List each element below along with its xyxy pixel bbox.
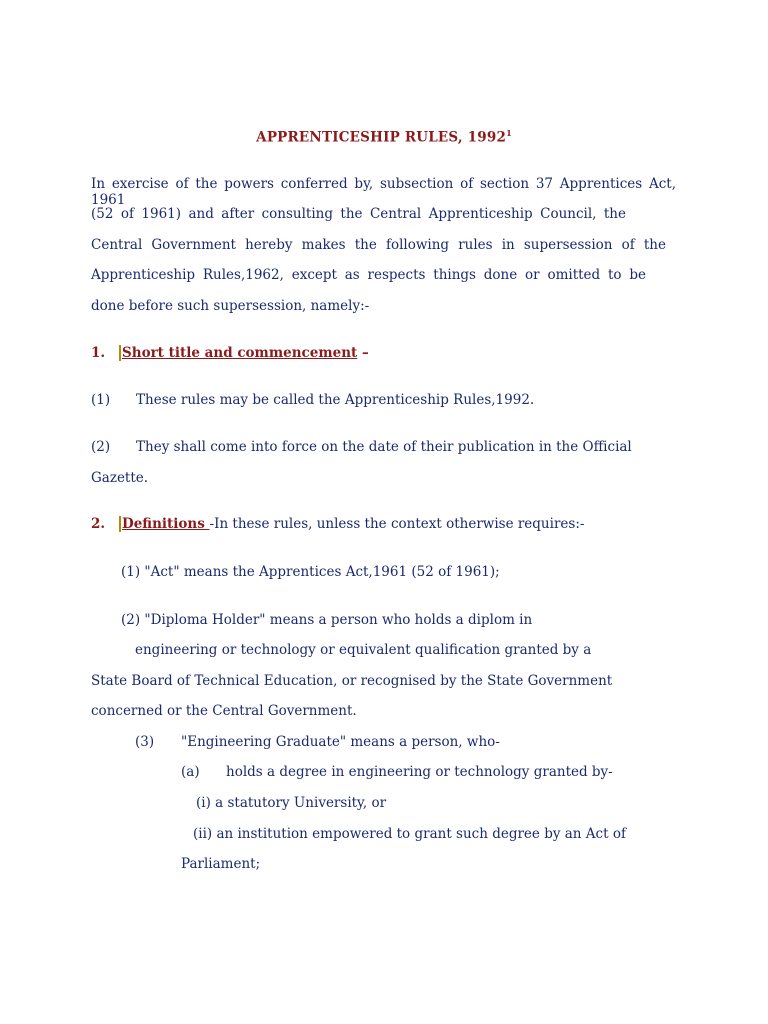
definition-3-sub-a-text: holds a degree in engineering or technology granted by- bbox=[226, 764, 613, 780]
section-1-heading bbox=[91, 345, 369, 361]
section-2-intro: -In these rules, unless the context otherwise requires:- bbox=[209, 516, 585, 532]
definition-2-line-3: State Board of Technical Education, or recognised by the State Government bbox=[91, 673, 613, 689]
definition-3-sub-a-label: (a) bbox=[181, 764, 200, 780]
section-1-title: Short title and commencement bbox=[119, 345, 357, 361]
definition-2-line-4: concerned or the Central Government. bbox=[91, 703, 357, 719]
section-1-item-2-text: They shall come into force on the date of their publication in the Official bbox=[136, 439, 632, 455]
section-2-heading bbox=[91, 516, 584, 532]
definition-3-sub-i: (i) a statutory University, or bbox=[196, 795, 387, 811]
preamble-line-4: Apprenticeship Rules,1962, except as respects things done or omitted to be bbox=[91, 267, 646, 283]
section-1-item-2-continued: Gazette. bbox=[91, 470, 149, 486]
title-footnote-mark: 1 bbox=[506, 128, 512, 138]
definition-2-line-2: engineering or technology or equivalent qualification granted by a bbox=[135, 642, 592, 658]
preamble-line-2: (52 of 1961) and after consulting the Central Apprenticeship Council, the bbox=[91, 206, 626, 222]
preamble-line-1: In exercise of the powers conferred by, subsection of section 37 Apprentices Act, 1961 bbox=[91, 176, 676, 208]
definition-3-label: (3) bbox=[135, 734, 155, 750]
definition-3-text: "Engineering Graduate" means a person, who- bbox=[181, 734, 500, 750]
section-1-item-2-label: (2) bbox=[91, 439, 111, 455]
section-1-item-1-text: These rules may be called the Apprenticeship Rules,1992. bbox=[136, 392, 535, 408]
definition-1: (1) "Act" means the Apprentices Act,1961 (52 of 1961); bbox=[121, 564, 500, 580]
section-1-number: 1. bbox=[91, 345, 106, 361]
section-1-item-1-label: (1) bbox=[91, 392, 111, 408]
definition-3-sub-ii: (ii) an institution empowered to grant such degree by an Act of bbox=[193, 826, 626, 842]
definition-2-line-1: (2) "Diploma Holder" means a person who holds a diplom in bbox=[121, 612, 533, 628]
section-2-title: Definitions bbox=[119, 516, 210, 532]
title-text: APPRENTICESHIP RULES, 1992 bbox=[256, 129, 507, 146]
document-title bbox=[0, 128, 768, 146]
preamble-line-3: Central Government hereby makes the following rules in supersession of the bbox=[91, 237, 666, 253]
section-1-dash: – bbox=[361, 345, 369, 361]
preamble-line-5: done before such supersession, namely:- bbox=[91, 298, 370, 314]
section-2-number: 2. bbox=[91, 516, 106, 532]
definition-3-sub-ii-continued: Parliament; bbox=[181, 856, 261, 872]
